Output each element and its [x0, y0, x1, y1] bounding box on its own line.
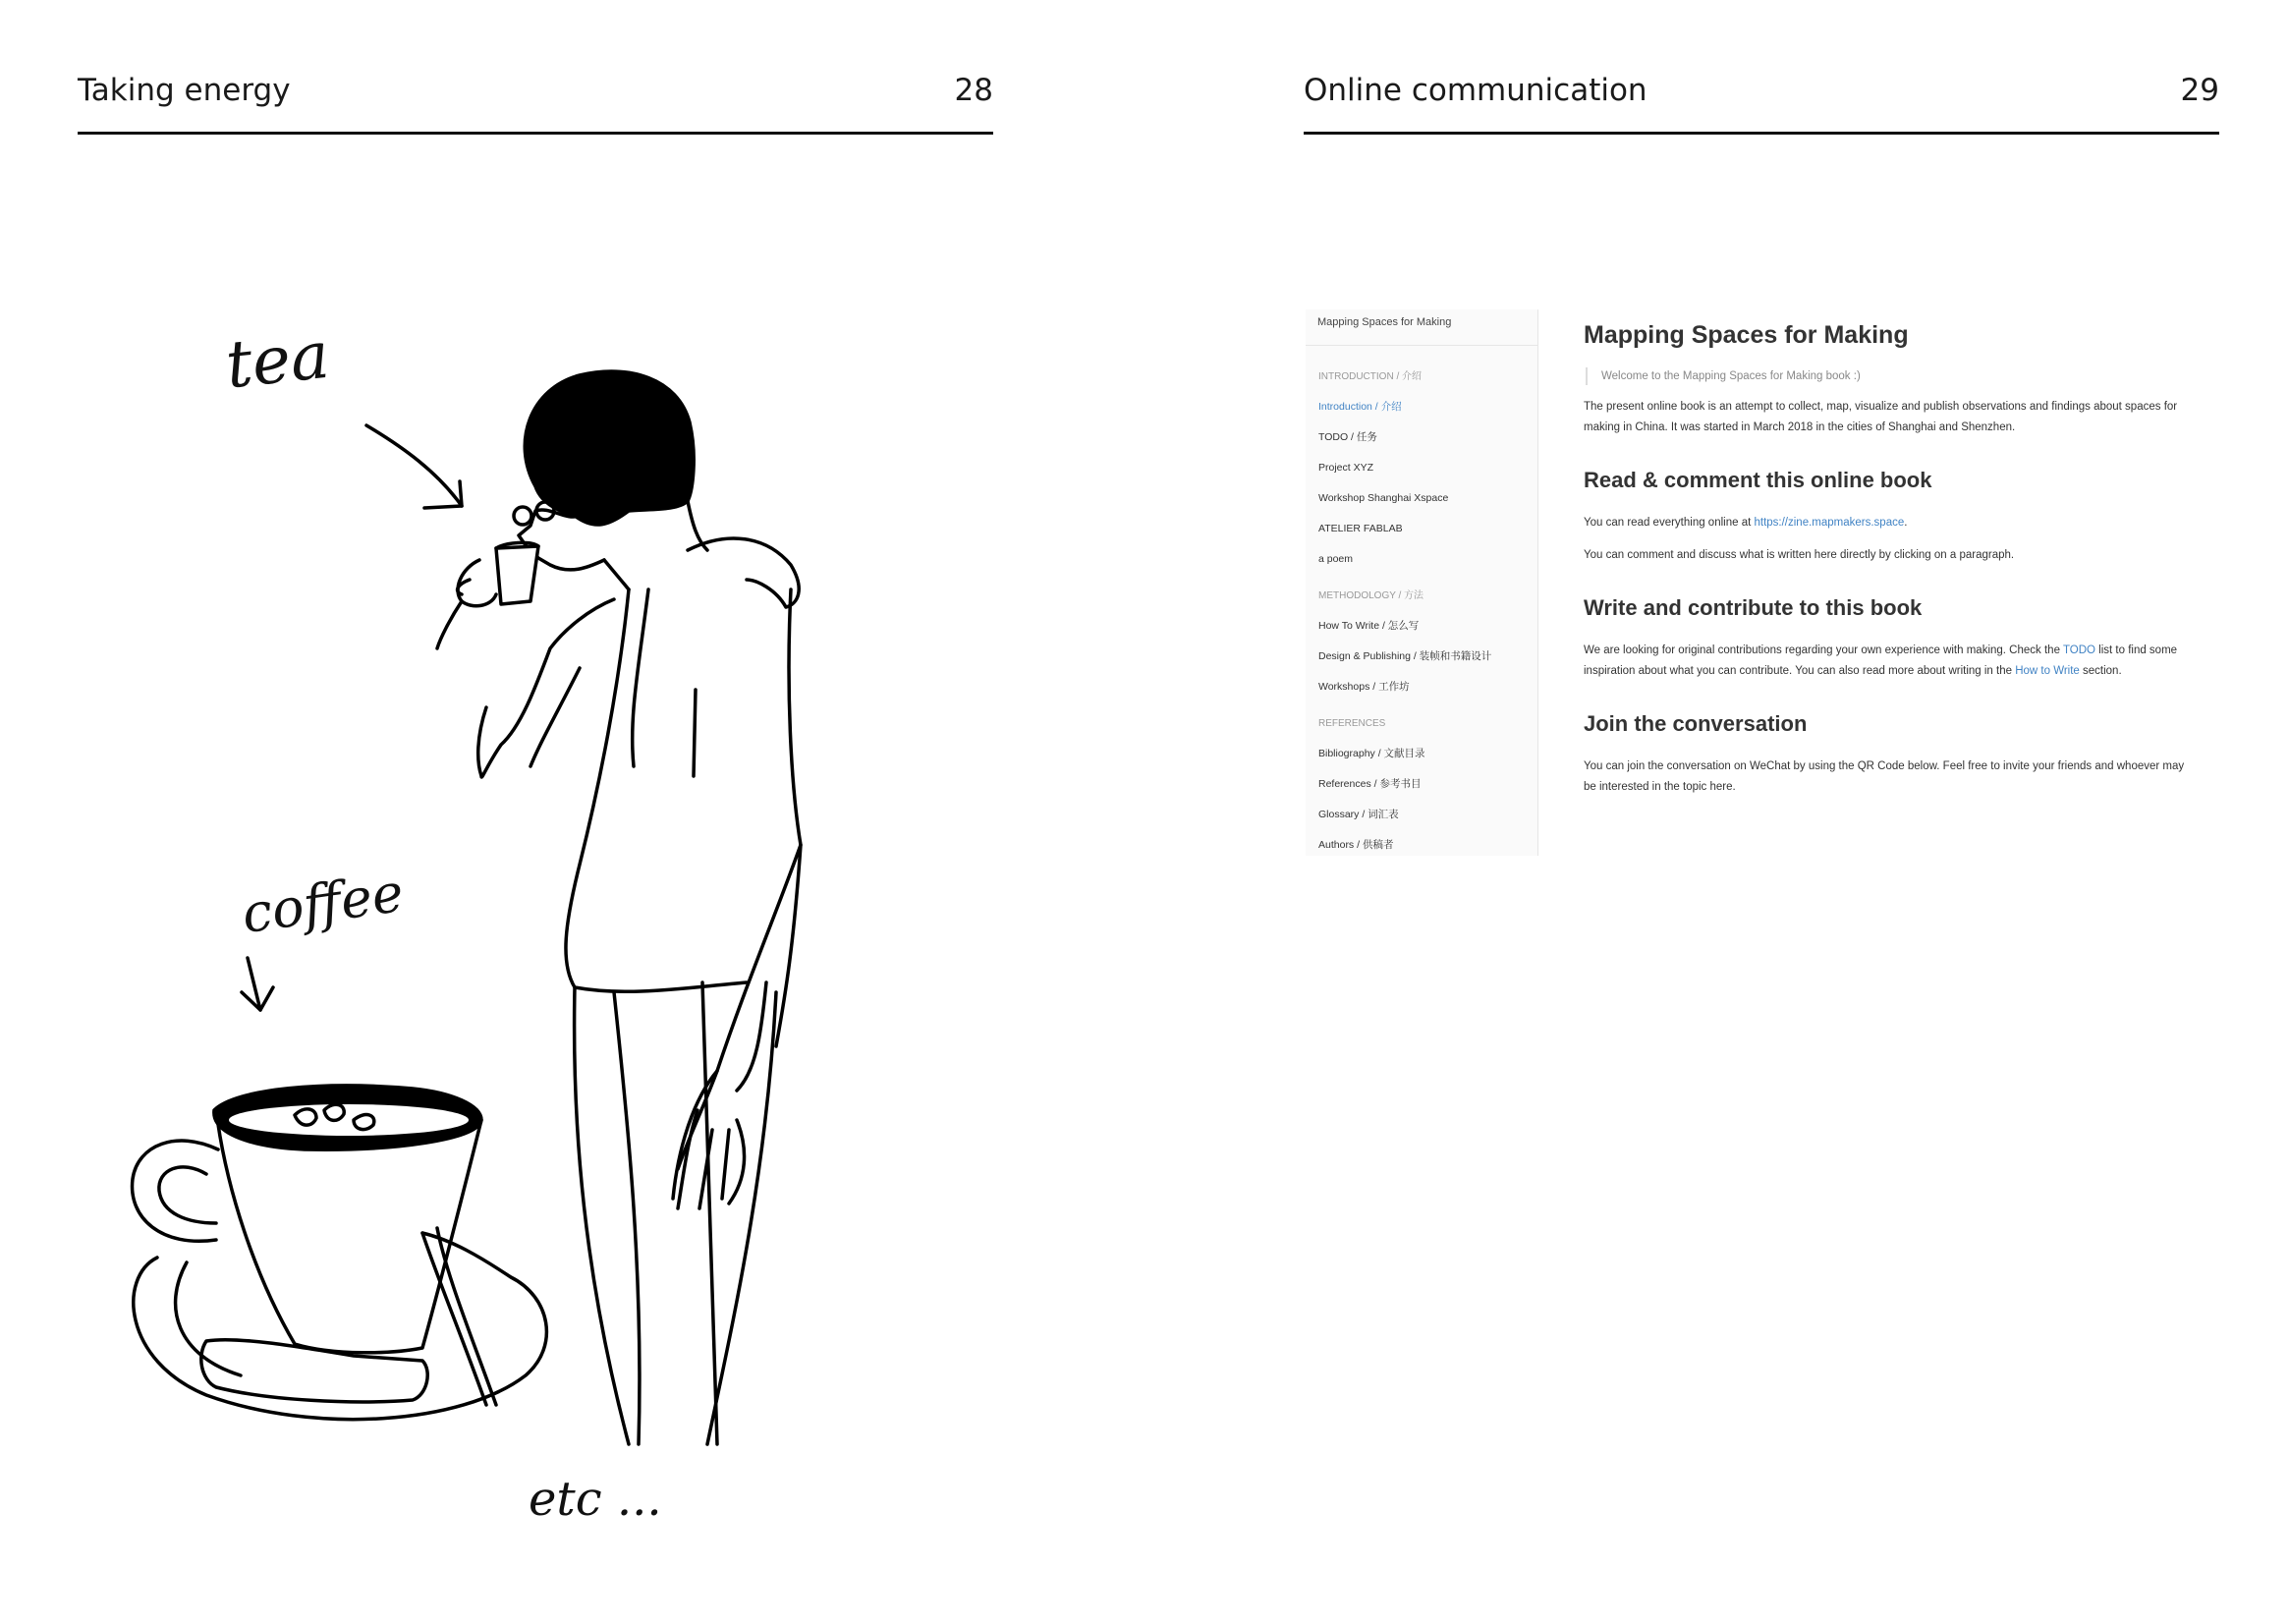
sidebar-item[interactable]: Workshop Shanghai Xspace	[1318, 492, 1449, 504]
sidebar-section-header: REFERENCES	[1318, 718, 1386, 729]
sidebar-item[interactable]: TODO / 任务	[1318, 431, 1377, 443]
running-title: Taking energy	[78, 73, 291, 108]
hand-drawn-illustration	[0, 0, 1144, 1624]
left-page	[0, 0, 1144, 1624]
book-main-content	[1584, 309, 2192, 798]
sidebar-item[interactable]: Workshops / 工作坊	[1318, 681, 1410, 693]
book-sidebar	[1306, 309, 1538, 856]
todo-link[interactable]: TODO	[2062, 644, 2095, 656]
coffee-cup-drawing	[133, 1086, 547, 1420]
intro-paragraph: The present online book is an attempt to collect, map, visualize and publish observations and findings about spaces for making in China. It was started in March 2018 in the cities of Shanghai and Shenzhen.	[1584, 401, 2178, 433]
sidebar-item[interactable]: Bibliography / 文献目录	[1318, 748, 1425, 759]
coffee-label: coffee	[238, 861, 408, 946]
sidebar-item[interactable]: Authors / 供稿者	[1318, 839, 1394, 851]
read-paragraph-1	[1584, 513, 2192, 533]
sidebar-item[interactable]: a poem	[1318, 553, 1354, 565]
welcome-quote: Welcome to the Mapping Spaces for Making book :)	[1586, 367, 2192, 385]
tea-arrow-icon	[366, 425, 462, 508]
running-title: Online communication	[1304, 73, 1647, 108]
online-book-screenshot	[1306, 309, 2192, 860]
sidebar-item[interactable]: Introduction / 介绍	[1318, 401, 1402, 413]
how-to-write-link[interactable]: How to Write	[2015, 665, 2080, 677]
read-heading: Read & comment this online book	[1584, 468, 1932, 492]
person-drawing	[437, 371, 801, 1444]
write-text-2: list to find some inspiration about what you can contribute. You can also read more about writing in the	[1584, 644, 2178, 677]
sidebar-item[interactable]: References / 参考书目	[1318, 778, 1422, 790]
sidebar-item[interactable]: Glossary / 词汇表	[1318, 809, 1399, 820]
zine-link[interactable]: https://zine.mapmakers.space	[1754, 517, 1905, 529]
running-head-right	[1304, 69, 2219, 135]
read-text-end: .	[1904, 517, 1908, 529]
sidebar-item[interactable]: How To Write / 怎么写	[1318, 620, 1420, 632]
sidebar-item[interactable]: Design & Publishing / 装帧和书籍设计	[1318, 650, 1492, 662]
sidebar-section-header: METHODOLOGY / 方法	[1318, 590, 1424, 601]
coffee-arrow-icon	[242, 958, 273, 1010]
tea-label: tea	[222, 316, 333, 404]
sidebar-book-title[interactable]: Mapping Spaces for Making	[1306, 309, 1537, 346]
page-number: 28	[954, 73, 993, 108]
read-text: You can read everything online at	[1584, 517, 1755, 529]
join-paragraph: You can join the conversation on WeChat by using the QR Code below. Feel free to invite your friends and whoever may be interested in the topic here.	[1584, 760, 2185, 793]
page-number: 29	[2180, 73, 2219, 108]
write-text-3: section.	[2079, 665, 2122, 677]
sidebar-section-header: INTRODUCTION / 介绍	[1318, 371, 1422, 382]
etc-label: etc ...	[529, 1472, 662, 1527]
write-paragraph	[1584, 641, 2192, 682]
write-text-1: We are looking for original contributions regarding your own experience with making. Check the	[1584, 644, 2063, 656]
read-paragraph-2: You can comment and discuss what is written here directly by clicking on a paragraph.	[1584, 549, 2015, 561]
write-heading: Write and contribute to this book	[1584, 595, 1923, 620]
book-title-heading: Mapping Spaces for Making	[1584, 321, 1909, 349]
sidebar-nav-list	[1306, 346, 1537, 861]
join-heading: Join the conversation	[1584, 711, 1808, 736]
illustration-drawing	[0, 0, 1144, 1624]
sidebar-item[interactable]: ATELIER FABLAB	[1318, 523, 1403, 534]
sidebar-item[interactable]: Project XYZ	[1318, 462, 1374, 474]
